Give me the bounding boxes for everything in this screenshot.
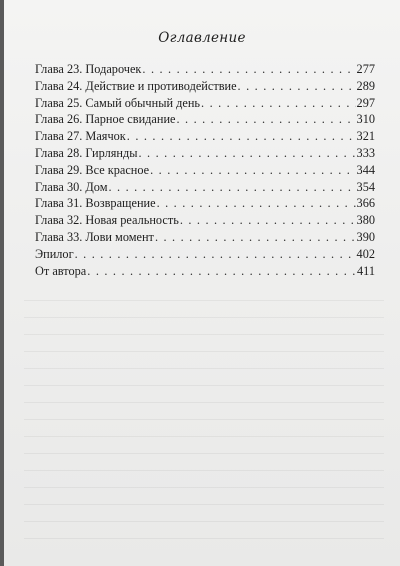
toc-dot-leader	[155, 230, 356, 245]
toc-dot-leader	[87, 264, 356, 279]
toc-entry[interactable]	[35, 79, 375, 96]
toc-entry[interactable]	[35, 247, 375, 264]
toc-entry[interactable]	[35, 230, 375, 247]
toc-entry[interactable]	[35, 96, 375, 113]
table-of-contents	[35, 62, 375, 280]
toc-entry-title: Глава 29. Все красное	[35, 162, 150, 177]
toc-entry[interactable]	[35, 196, 375, 213]
toc-entry-page-number: 333	[356, 145, 375, 160]
toc-entry-page-number: 366	[356, 196, 375, 211]
toc-entry[interactable]	[35, 112, 375, 129]
toc-entry-title: Глава 27. Маячок	[35, 129, 126, 144]
toc-entry[interactable]	[35, 264, 375, 281]
toc-entry-page-number: 411	[357, 263, 375, 278]
toc-entry-page-number: 310	[356, 112, 375, 127]
toc-entry[interactable]	[35, 146, 375, 163]
toc-dot-leader	[108, 180, 355, 195]
toc-entry-page-number: 380	[356, 213, 375, 228]
toc-entry[interactable]	[35, 129, 375, 146]
toc-dot-leader	[150, 163, 355, 178]
toc-entry-page-number: 289	[356, 78, 375, 93]
toc-dot-leader	[75, 247, 356, 262]
toc-dot-leader	[142, 62, 355, 77]
toc-dot-leader	[176, 112, 355, 127]
toc-entry-title: Эпилог	[35, 246, 74, 261]
reverse-side-show-through	[24, 300, 384, 540]
toc-entry-title: Глава 33. Лови момент	[35, 229, 154, 244]
toc-entry[interactable]	[35, 213, 375, 230]
toc-dot-leader	[201, 96, 356, 111]
toc-dot-leader	[157, 196, 356, 211]
toc-entry-title: Глава 28. Гирлянды	[35, 145, 138, 160]
toc-entry[interactable]	[35, 180, 375, 197]
toc-entry[interactable]	[35, 163, 375, 180]
toc-dot-leader	[238, 79, 356, 94]
toc-entry-title: Глава 32. Новая реальность	[35, 213, 179, 228]
page-title: Оглавление	[158, 30, 246, 46]
toc-entry-page-number: 321	[356, 129, 375, 144]
toc-entry-title: Глава 30. Дом	[35, 179, 108, 194]
toc-entry-title: Глава 23. Подарочек	[35, 62, 142, 76]
toc-dot-leader	[180, 213, 356, 228]
toc-dot-leader	[127, 129, 356, 144]
toc-entry-page-number: 354	[356, 179, 375, 194]
toc-entry-title: Глава 31. Возвращение	[35, 196, 156, 211]
toc-entry-title: Глава 25. Самый обычный день	[35, 95, 201, 110]
toc-entry-page-number: 344	[356, 162, 375, 177]
toc-entry-page-number: 297	[356, 95, 375, 110]
toc-entry-page-number: 402	[356, 246, 375, 261]
toc-entry-title: Глава 26. Парное свидание	[35, 112, 176, 127]
toc-entry-title: От автора	[35, 263, 87, 278]
toc-entry-page-number: 390	[356, 229, 375, 244]
toc-dot-leader	[139, 146, 356, 161]
toc-entry-title: Глава 24. Действие и противодействие	[35, 78, 237, 93]
toc-entry-page-number: 277	[356, 62, 375, 76]
toc-entry[interactable]	[35, 62, 375, 79]
